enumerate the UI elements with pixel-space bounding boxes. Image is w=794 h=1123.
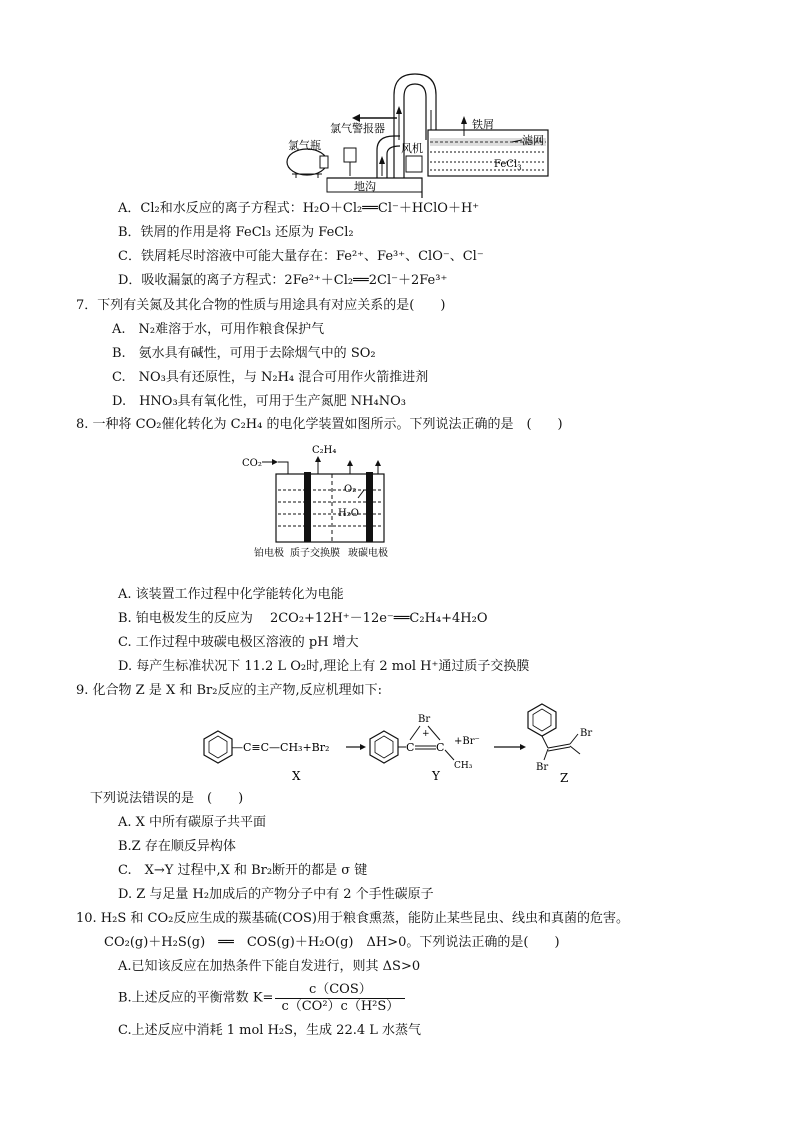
y-ch3: CH₃ xyxy=(454,761,473,771)
fecl3-label: FeCl$_3$ xyxy=(494,159,522,172)
q9-option-a: A. X 中所有碳原子共平面 xyxy=(118,815,267,830)
y-plus: + xyxy=(422,729,430,739)
q7-option-a: A. N₂难溶于水，可用作粮食保护气 xyxy=(112,322,325,337)
q10-option-b-prefix: B.上述反应的平衡常数 K= xyxy=(118,990,274,1006)
co2-label: CO₂ xyxy=(242,458,262,469)
label-y: Y xyxy=(432,769,440,783)
membrane-label: 质子交换膜 xyxy=(290,548,340,559)
q9-option-b: B.Z 存在顺反异构体 xyxy=(118,839,236,854)
q8-option-b: B. 铂电极发生的反应为 2CO₂+12H⁺－12e⁻══C₂H₄+4H₂O xyxy=(118,611,488,626)
q8-option-d: D. 每产生标准状况下 11.2 L O₂时,理论上有 2 mol H⁺通过质子交换膜 xyxy=(118,659,530,674)
o2-label: O₂ xyxy=(344,484,357,495)
z-br-bottom: Br xyxy=(536,762,549,773)
chlorine-alarm-label: 氯气警报器 xyxy=(330,122,385,135)
chlorine-cylinder-label: 氯气瓶 xyxy=(288,139,321,152)
label-x: X xyxy=(292,769,301,783)
q7-option-c: C. NO₃具有还原性，与 N₂H₄ 混合可用作火箭推进剂 xyxy=(112,370,429,385)
y-br-minus: +Br⁻ xyxy=(454,736,480,747)
fraction-numerator: c（COS） xyxy=(275,982,405,999)
q9-stem: 9. 化合物 Z 是 X 和 Br₂反应的主产物,反应机理如下: xyxy=(76,683,382,698)
y-br: Br xyxy=(418,714,431,725)
q10-equation: CO₂(g)＋H₂S(g) ══ COS(g)＋H₂O(g) ΔH>0。下列说法正确的是( ) xyxy=(104,935,560,950)
q10-option-c: C.上述反应中消耗 1 mol H₂S，生成 22.4 L 水蒸气 xyxy=(118,1023,422,1038)
gc-electrode-label: 玻碳电极 xyxy=(348,548,388,559)
q6-option-a: A．Cl₂和水反应的离子方程式：H₂O＋Cl₂══Cl⁻＋HClO＋H⁺ xyxy=(118,201,480,216)
x-formula: —C≡C—CH₃+Br₂ xyxy=(232,741,330,754)
q7-option-b: B. 氨水具有碱性，可用于去除烟气中的 SO₂ xyxy=(112,346,376,361)
iron-scraps-label: 铁屑 xyxy=(472,118,494,131)
fraction-denominator: c（CO²）c（H²S） xyxy=(281,999,400,1014)
h2o-label: H₂O xyxy=(338,508,359,519)
z-br-top: Br xyxy=(580,728,593,739)
q9-question: 下列说法错误的是 ( ) xyxy=(90,791,244,806)
q10-option-b xyxy=(118,982,405,1015)
chlorine-absorption-apparatus-figure xyxy=(282,70,552,198)
q10-option-a: A.已知该反应在加热条件下能自发进行，则其 ΔS>0 xyxy=(118,959,421,974)
q8-option-c: C. 工作过程中玻碳电极区溶液的 pH 增大 xyxy=(118,635,359,650)
filter-net-label: 滤网 xyxy=(522,134,544,147)
y-c-left: C xyxy=(406,741,415,754)
electrochemical-cell-figure xyxy=(240,440,400,562)
fan-label: 风机 xyxy=(401,142,423,155)
label-z: Z xyxy=(560,771,569,785)
q6-option-b: B．铁屑的作用是将 FeCl₃ 还原为 FeCl₂ xyxy=(118,225,354,240)
q8-option-a: A. 该装置工作过程中化学能转化为电能 xyxy=(118,587,344,602)
trench-label: 地沟 xyxy=(354,180,376,193)
equilibrium-constant-fraction xyxy=(275,982,405,1015)
q7-option-d: D. HNO₃具有氧化性，可用于生产氮肥 NH₄NO₃ xyxy=(112,394,406,409)
q8-stem: 8. 一种将 CO₂催化转化为 C₂H₄ 的电化学装置如图所示。下列说法正确的是 ( ) xyxy=(76,417,563,432)
c2h4-label: C₂H₄ xyxy=(312,445,337,456)
q9-option-c: C. X→Y 过程中,X 和 Br₂断开的都是 σ 键 xyxy=(118,863,368,878)
q6-option-c: C．铁屑耗尽时溶液中可能大量存在：Fe²⁺、Fe³⁺、ClO⁻、Cl⁻ xyxy=(118,249,484,264)
q10-stem: 10. H₂S 和 CO₂反应生成的羰基硫(COS)用于粮食熏蒸，能防止某些昆虫、线虫和真菌的危害。 xyxy=(76,911,629,926)
y-c-right: C xyxy=(436,741,445,754)
q6-option-d: D．吸收漏氯的离子方程式：2Fe²⁺＋Cl₂══2Cl⁻＋2Fe³⁺ xyxy=(118,273,448,288)
q7-stem: 7．下列有关氮及其化合物的性质与用途具有对应关系的是( ) xyxy=(76,298,446,313)
reaction-mechanism-scheme xyxy=(196,700,606,790)
pt-electrode-label: 铂电极 xyxy=(254,548,284,559)
q9-option-d: D. Z 与足量 H₂加成后的产物分子中有 2 个手性碳原子 xyxy=(118,887,434,902)
